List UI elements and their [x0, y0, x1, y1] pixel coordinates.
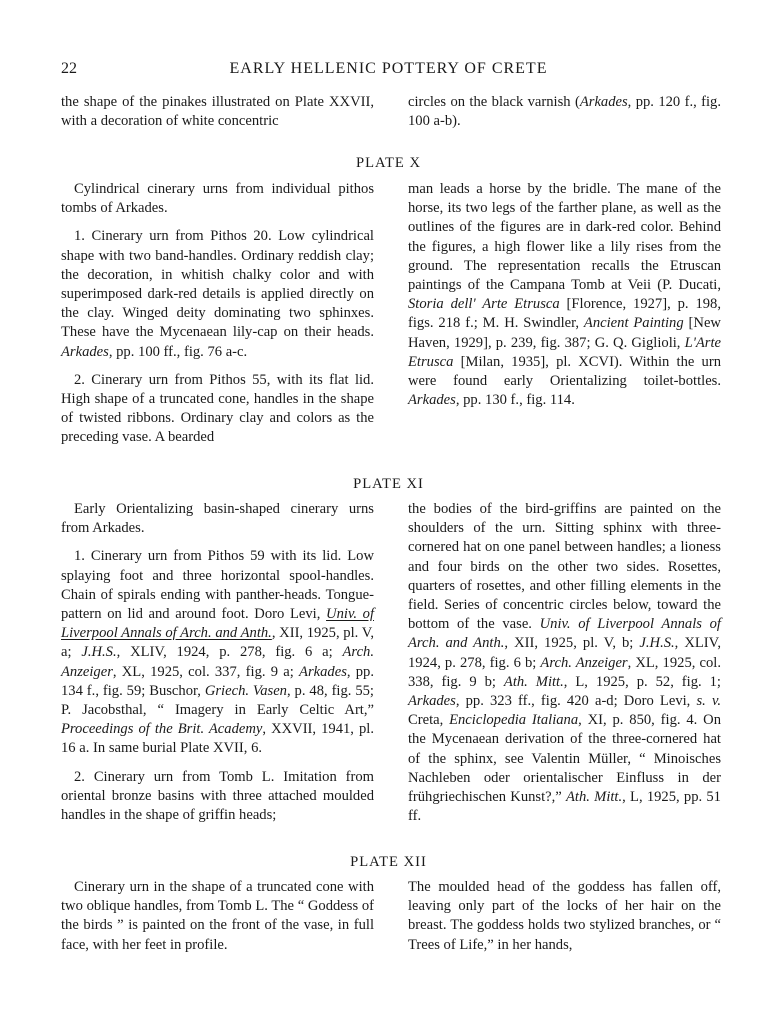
plate-x-heading: PLATE X: [356, 155, 421, 171]
intro-right-text: circles on the black varnish (Arkades, pp. 120 f., fig. 100 a-b).: [408, 94, 721, 130]
plate-x-left-column: [61, 180, 374, 448]
page-number: 22: [61, 60, 77, 77]
plate-xi-item-1: 1. Cinerary urn from Pithos 59 with its lid. Low splaying foot and three horizontal spool-handles. Chain of spirals ending with panther-heads. Tongue-pattern on lid and around foot. Doro Levi, Univ. of Liverpool Annals of Arch. and Anth., XII, 1925, pl. V, a; J.H.S., XLIV, 1924, p. 278, fig. 6 a; Arch. Anzeiger, XL, 1925, col. 337, fig. 9 a; Arkades, pp. 134 f., fig. 59; Buschor, Griech. Vasen, p. 48, fig. 55; P. Jacobsthal, “ Imagery in Early Celtic Art,” Proceedings of the Brit. Academy, XXVII, 1941, pl. 16 a. In same burial Plate XVII, 6.: [61, 548, 375, 757]
plate-xi-section: [61, 500, 721, 840]
running-title: EARLY HELLENIC POTTERY OF CRETE: [229, 60, 548, 77]
intro-right-column: [408, 93, 721, 131]
plate-x-caption: Cylindrical cinerary urns from individual pithos tombs of Arkades.: [61, 181, 374, 217]
plate-xi-item-2-continued: the bodies of the bird-griffins are painted on the shoulders of the urn. Sitting sphinx with three-cornered hat on one panel between handles; a lioness and four birds on the other two sides. Rosettes, quarters of rosettes, and other filling elements in the field. Series of concentric circles below, toward the bottom of the vase. Univ. of Liverpool Annals of Arch. and Anth., XII, 1925, pl. V, b; J.H.S., XLIV, 1924, p. 278, fig. 6 b; Arch. Anzeiger, XL, 1925, col. 338, fig. 9 b; Ath. Mitt., L, 1925, p. 52, fig. 1; Arkades, pp. 323 ff., fig. 420 a-d; Doro Levi, s. v. Creta, Enciclopedia Italiana, XI, p. 850, fig. 4. On the Mycenaean derivation of the three-cornered hat of the sphinx, see Valentin Müller, “ Minoisches Nachleben oder orientalischer Einfluss in der frühgriechischen Kunst?,” Ath. Mitt., L, 1925, pp. 51 ff.: [408, 501, 721, 825]
plate-xi-heading: PLATE XI: [353, 476, 424, 492]
plate-xii-left-column: [61, 878, 374, 955]
plate-xii-right-column: [408, 878, 721, 955]
intro-section: [61, 93, 721, 133]
intro-left-column: [61, 93, 374, 131]
plate-xii-caption: Cinerary urn in the shape of a truncated cone with two oblique handles, from Tomb L. The “ Goddess of the birds ” is painted on the front of the vase, in full face, with her feet in profile.: [61, 879, 374, 953]
plate-xi-right-column: [408, 500, 721, 826]
plate-x-right-column: [408, 180, 721, 410]
plate-x-item-2: 2. Cinerary urn from Pithos 55, with its flat lid. High shape of a truncated cone, handles in the shape of twisted ribbons. Ordinary clay and colors as the preceding vase. A bearded: [61, 371, 374, 446]
plate-xii-heading: PLATE XII: [350, 854, 427, 870]
plate-x-section: [61, 180, 721, 460]
plate-x-item-1: 1. Cinerary urn from Pithos 20. Low cylindrical shape with two band-handles. Ordinary reddish clay; the decoration, in whitish chalky color and with superimposed dark-red details is applied directly on the clay. Winged deity dominating two sphinxes. These have the Mycenaean lily-cap on their heads. Arkades, pp. 100 ff., fig. 76 a-c.: [61, 228, 374, 360]
plate-x-item-2-continued: man leads a horse by the bridle. The mane of the horse, its two legs of the farther plane, as well as the outlines of the figures are in dark-red color. Behind the figures, a high flower like a lily rises from the ground. The representation recalls the Etruscan paintings of the Campana Tomb at Veii (P. Ducati, Storia dell' Arte Etrusca [Florence, 1927], p. 198, figs. 218 f.; M. H. Swindler, Ancient Painting [New Haven, 1929], p. 239, fig. 387; G. Q. Giglioli, L'Arte Etrusca [Milan, 1935], pl. XCVI). Within the urn were found early Orientalizing toilet-bottles. Arkades, pp. 130 f., fig. 114.: [408, 181, 722, 409]
intro-left-text: the shape of the pinakes illustrated on Plate XXVII, with a decoration of white concentric: [61, 94, 374, 130]
plate-xi-item-2: 2. Cinerary urn from Tomb L. Imitation from oriental bronze basins with three attached moulded handles in the shape of griffin heads;: [61, 768, 374, 824]
plate-xi-caption: Early Orientalizing basin-shaped cinerary urns from Arkades.: [61, 501, 374, 537]
plate-xii-description: The moulded head of the goddess has fallen off, leaving only part of the locks of her hair on the breast. The goddess holds two stylized branches, or “ Trees of Life,” in her hands,: [408, 879, 721, 953]
plate-xii-section: [61, 878, 721, 958]
plate-xi-left-column: [61, 500, 374, 825]
